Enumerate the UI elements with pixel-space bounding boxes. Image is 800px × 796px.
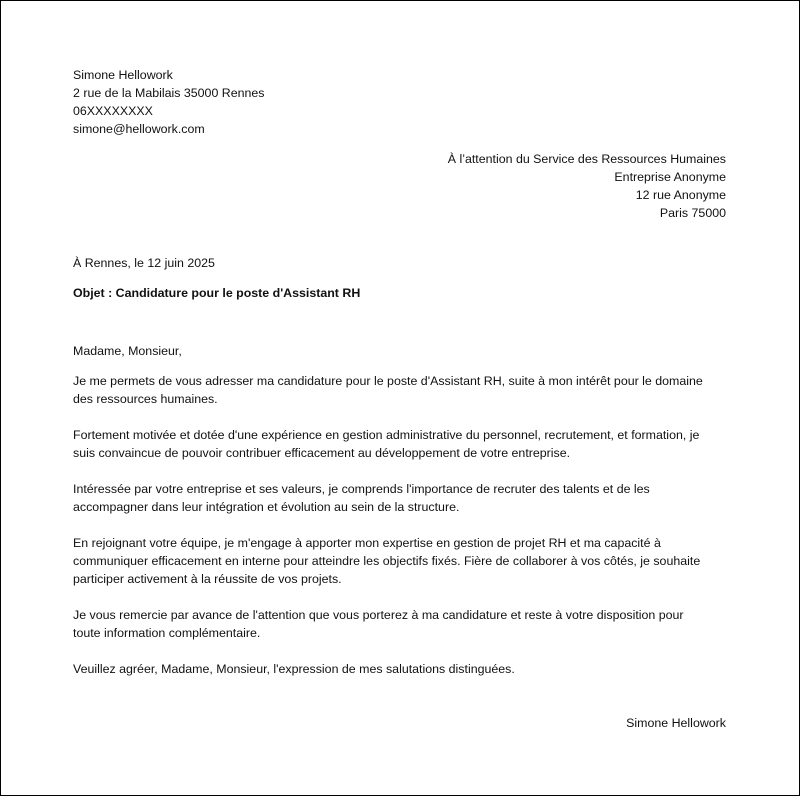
- body-paragraph: [73, 480, 733, 516]
- paragraph-line: communiquer efficacement en interne pour atteindre les objectifs fixés. Fière de collaborer à vos côtés, je souhaite: [73, 554, 701, 568]
- paragraph-line: Veuillez agréer, Madame, Monsieur, l'expression de mes salutations distinguées.: [73, 662, 515, 676]
- paragraph-line: Fortement motivée et dotée d'une expérience en gestion administrative du personnel, recrutement, et formation, je: [73, 428, 700, 442]
- sender-name: Simone Hellowork: [73, 68, 173, 82]
- recipient-block: [448, 150, 726, 222]
- body-paragraph: [73, 606, 733, 642]
- paragraph-line: Je me permets de vous adresser ma candidature pour le poste d'Assistant RH, suite à mon intérêt pour le domaine: [73, 374, 703, 388]
- signature: Simone Hellowork: [626, 716, 726, 730]
- closing-paragraph: [73, 660, 733, 678]
- paragraph-line: Je vous remercie par avance de l'attention que vous porterez à ma candidature et reste à votre disposition pour: [73, 608, 684, 622]
- paragraph-line: En rejoignant votre équipe, je m'engage à apporter mon expertise en gestion de projet RH et ma capacité à: [73, 536, 661, 550]
- paragraph-line: des ressources humaines.: [73, 392, 218, 406]
- sender-address: 2 rue de la Mabilais 35000 Rennes: [73, 86, 265, 100]
- sender-block: [73, 66, 265, 138]
- subject-line: Objet : Candidature pour le poste d'Assistant RH: [73, 286, 361, 300]
- body-paragraph: [73, 372, 733, 408]
- paragraph-line: toute information complémentaire.: [73, 626, 261, 640]
- date-line: À Rennes, le 12 juin 2025: [73, 256, 215, 270]
- paragraph-line: Intéressée par votre entreprise et ses valeurs, je comprends l'importance de recruter des talents et de les: [73, 482, 650, 496]
- sender-phone: 06XXXXXXXX: [73, 104, 153, 118]
- recipient-city: Paris 75000: [659, 206, 726, 220]
- recipient-company: Entreprise Anonyme: [614, 170, 726, 184]
- recipient-attention: À l’attention du Service des Ressources Humaines: [447, 152, 726, 166]
- sender-email: simone@hellowork.com: [73, 122, 205, 136]
- paragraph-line: suis convaincue de pouvoir contribuer efficacement au développement de votre entreprise.: [73, 446, 571, 460]
- recipient-street: 12 rue Anonyme: [635, 188, 726, 202]
- paragraph-line: participer activement à la réussite de vos projets.: [73, 572, 342, 586]
- paragraph-line: accompagner dans leur intégration et évolution au sein de la structure.: [73, 500, 460, 514]
- body-paragraph: [73, 534, 733, 588]
- body-paragraph: [73, 426, 733, 462]
- greeting: Madame, Monsieur,: [73, 344, 182, 358]
